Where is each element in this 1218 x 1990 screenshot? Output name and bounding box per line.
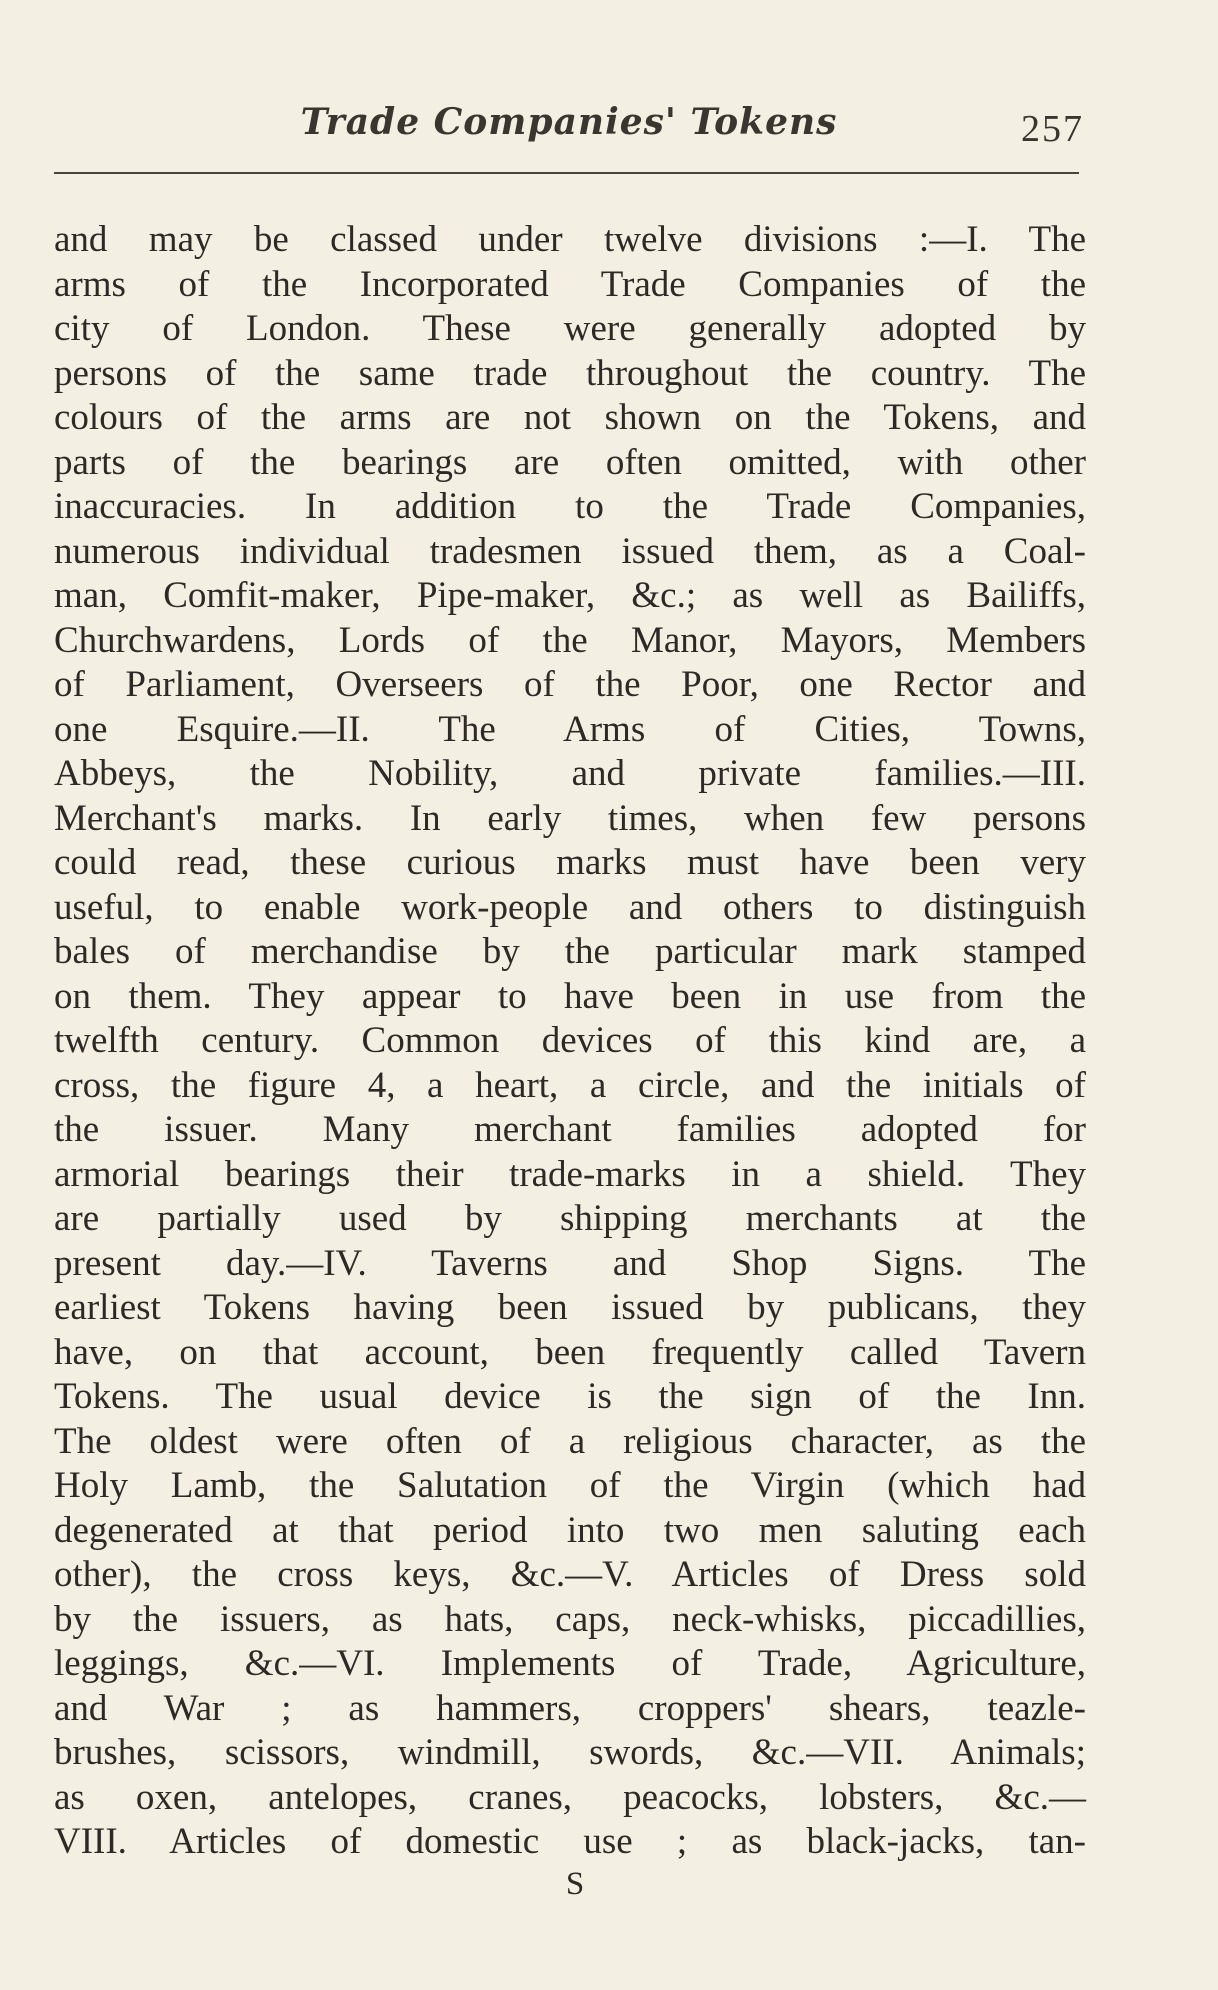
text-line: The oldest were often of a religious character, as the	[54, 1420, 1086, 1462]
text-line: the issuer. Many merchant families adopted for	[54, 1109, 1086, 1150]
text-line: Holy Lamb, the Salutation of the Virgin (which had	[54, 1465, 1086, 1506]
text-line: other), the cross keys, &c.—V. Articles of Dress sold	[54, 1554, 1086, 1595]
text-line: present day.—IV. Taverns and Shop Signs. The	[54, 1242, 1086, 1284]
text-line: have, on that account, been frequently called Tavern	[54, 1331, 1086, 1373]
text-line: one Esquire.—II. The Arms of Cities, Towns,	[54, 708, 1086, 750]
text-line: could read, these curious marks must have been very	[54, 842, 1086, 883]
text-line: cross, the figure 4, a heart, a circle, and the initials of	[54, 1064, 1086, 1106]
printer-signature-mark: S	[565, 1866, 585, 1902]
page-number: 257	[1021, 108, 1084, 150]
text-line: man, Comfit-maker, Pipe-maker, &c.; as well as Bailiffs,	[54, 575, 1086, 616]
text-line: VIII. Articles of domestic use ; as black-jacks, tan-	[54, 1821, 1086, 1862]
body-text	[54, 218, 1086, 1865]
text-line: inaccuracies. In addition to the Trade Companies,	[54, 486, 1086, 527]
text-line: useful, to enable work-people and others to distinguish	[54, 886, 1086, 928]
text-line: armorial bearings their trade-marks in a shield. They	[54, 1153, 1086, 1195]
text-line: parts of the bearings are often omitted, with other	[54, 441, 1086, 483]
text-line: degenerated at that period into two men saluting each	[54, 1509, 1086, 1551]
text-line: bales of merchandise by the particular mark stamped	[54, 931, 1086, 972]
text-line: by the issuers, as hats, caps, neck-whisks, piccadillies,	[54, 1598, 1086, 1640]
text-line: colours of the arms are not shown on the Tokens, and	[54, 397, 1086, 438]
text-line: Churchwardens, Lords of the Manor, Mayors, Members	[54, 619, 1086, 661]
text-line: and may be classed under twelve divisions :—I. The	[54, 219, 1086, 260]
running-head-title: Trade Companies' Tokens	[300, 101, 838, 143]
text-line: brushes, scissors, windmill, swords, &c.—VII. Animals;	[54, 1732, 1086, 1773]
text-line: as oxen, antelopes, cranes, peacocks, lobsters, &c.—	[54, 1776, 1086, 1818]
text-line: and War ; as hammers, croppers' shears, teazle-	[54, 1687, 1086, 1729]
text-line: twelfth century. Common devices of this kind are, a	[54, 1020, 1086, 1061]
text-line: of Parliament, Overseers of the Poor, one Rector and	[54, 664, 1086, 705]
text-line: leggings, &c.—VI. Implements of Trade, Agriculture,	[54, 1643, 1086, 1684]
text-line: numerous individual tradesmen issued them, as a Coal-	[54, 530, 1086, 572]
text-line: Merchant's marks. In early times, when few persons	[54, 797, 1086, 839]
text-line: on them. They appear to have been in use from the	[54, 975, 1086, 1017]
text-line: Abbeys, the Nobility, and private families.—III.	[54, 753, 1086, 794]
text-line: are partially used by shipping merchants at the	[54, 1198, 1086, 1239]
text-line: arms of the Incorporated Trade Companies of the	[54, 263, 1086, 305]
text-line: city of London. These were generally adopted by	[54, 308, 1086, 349]
running-head	[54, 95, 1084, 155]
text-line: earliest Tokens having been issued by publicans, they	[54, 1287, 1086, 1328]
text-line: persons of the same trade throughout the country. The	[54, 352, 1086, 394]
header-rule	[54, 172, 1079, 174]
text-line: Tokens. The usual device is the sign of the Inn.	[54, 1376, 1086, 1417]
